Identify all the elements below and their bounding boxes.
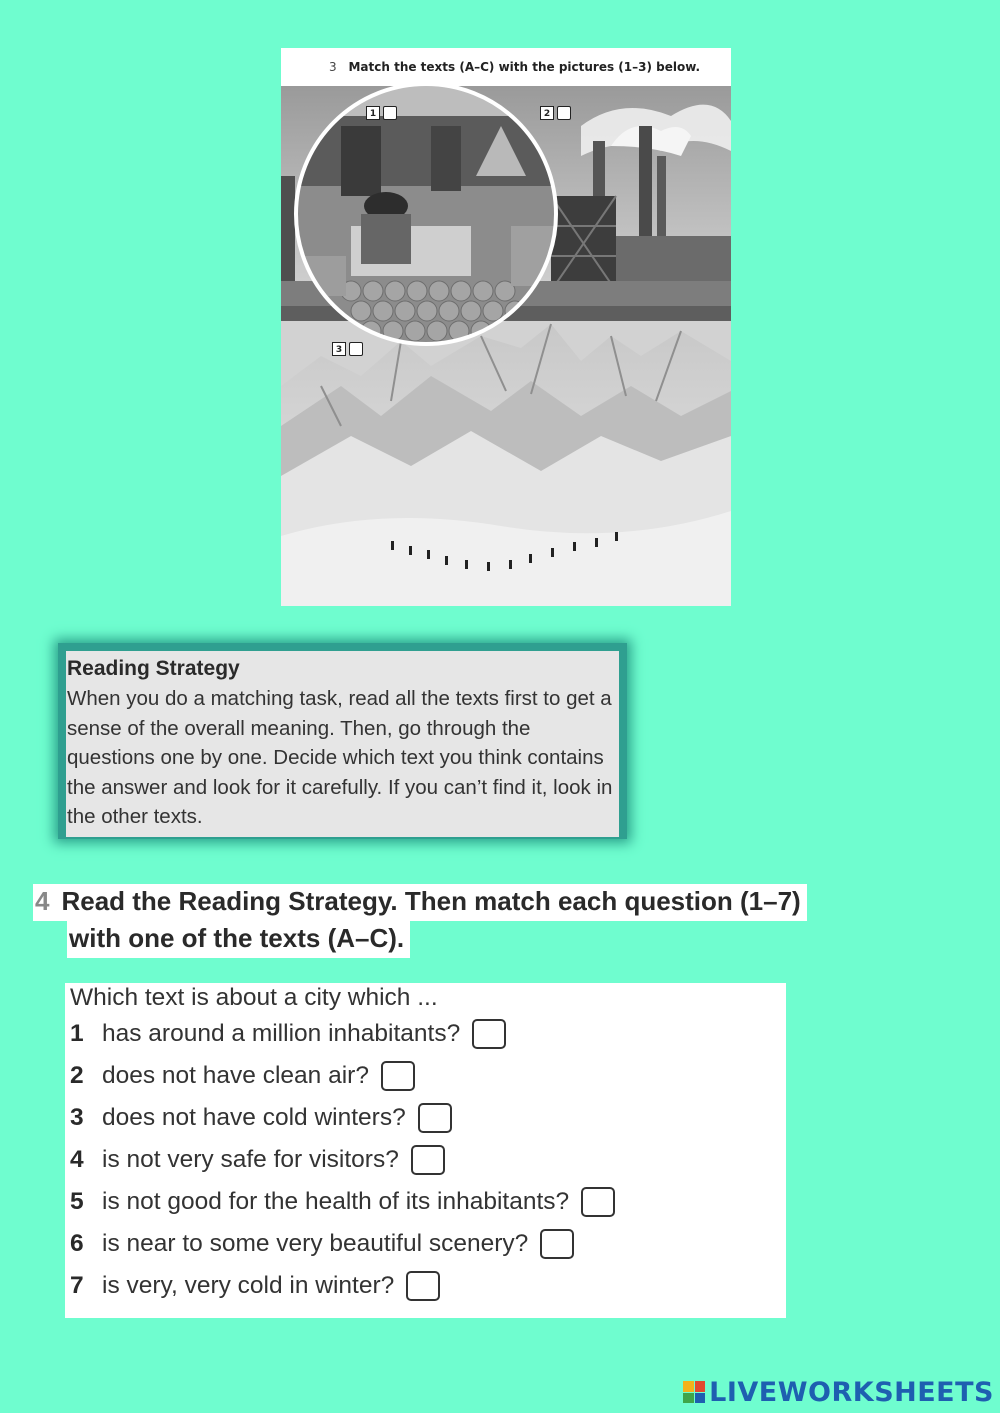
question-row — [70, 1139, 786, 1181]
picture-2-answer-box[interactable] — [557, 106, 571, 120]
picture-caption — [281, 48, 731, 86]
question-5-answer-box[interactable] — [581, 1187, 615, 1217]
picture-2-label — [540, 106, 571, 120]
picture-panel — [281, 48, 731, 606]
picture-1-answer-box[interactable] — [383, 106, 397, 120]
question-text: is very, very cold in winter? — [102, 1272, 395, 1299]
question-1-answer-box[interactable] — [472, 1019, 506, 1049]
reading-strategy-box — [58, 643, 627, 839]
picture-3-label — [332, 342, 363, 356]
question-text: does not have cold winters? — [102, 1104, 406, 1131]
question-number: 6 — [70, 1230, 84, 1257]
exercise-4-instruction-line-2: with one of the texts (A–C). — [67, 921, 410, 958]
reading-strategy-text: When you do a matching task, read all the texts first to get a sense of the overall meaning. Then, go through the questions one by one. Decide which text you think contains the answer and look for it carefully. If you can’t find it, look in the other texts. — [67, 687, 613, 828]
question-row — [70, 1013, 786, 1055]
exercise-4-instruction-line-1 — [33, 884, 807, 921]
logo-mark-icon — [683, 1381, 705, 1403]
question-number: 2 — [70, 1062, 84, 1089]
question-text: does not have clean air? — [102, 1062, 369, 1089]
caption-number: 3 — [329, 60, 337, 74]
exercise-number: 4 — [35, 886, 50, 916]
question-text: is near to some very beautiful scenery? — [102, 1230, 529, 1257]
question-text: is not good for the health of its inhabitants? — [102, 1188, 570, 1215]
question-2-answer-box[interactable] — [381, 1061, 415, 1091]
question-number: 1 — [70, 1020, 84, 1047]
question-number: 7 — [70, 1272, 84, 1299]
picture-3-answer-box[interactable] — [349, 342, 363, 356]
caption-text: Match the texts (A–C) with the pictures (1–3) below. — [348, 60, 701, 74]
question-intro: Which text is about a city which ... — [70, 984, 438, 1011]
question-number: 4 — [70, 1146, 84, 1173]
question-3-answer-box[interactable] — [418, 1103, 452, 1133]
mountain-photo — [281, 321, 731, 606]
picture-1-label — [366, 106, 397, 120]
liveworksheets-logo — [683, 1375, 994, 1409]
instruction-text-1: Read the Reading Strategy. Then match each question (1–7) — [61, 886, 801, 916]
question-row — [70, 1223, 786, 1265]
reading-strategy-title: Reading Strategy — [67, 657, 240, 680]
question-7-answer-box[interactable] — [406, 1271, 440, 1301]
picture-2-number: 2 — [540, 106, 554, 120]
question-text: has around a million inhabitants? — [102, 1020, 461, 1047]
logo-text: LIVEWORKSHEETS — [709, 1376, 994, 1408]
question-number: 3 — [70, 1104, 84, 1131]
question-list — [65, 983, 786, 1318]
question-row — [70, 1181, 786, 1223]
reading-strategy-content — [66, 651, 619, 837]
question-number: 5 — [70, 1188, 84, 1215]
question-row — [70, 1265, 786, 1307]
exercise-4-heading — [33, 884, 833, 958]
question-4-answer-box[interactable] — [411, 1145, 445, 1175]
question-row — [70, 1097, 786, 1139]
picture-3-number: 3 — [332, 342, 346, 356]
question-text: is not very safe for visitors? — [102, 1146, 399, 1173]
picture-1-number: 1 — [366, 106, 380, 120]
question-row — [70, 1055, 786, 1097]
question-6-answer-box[interactable] — [540, 1229, 574, 1259]
